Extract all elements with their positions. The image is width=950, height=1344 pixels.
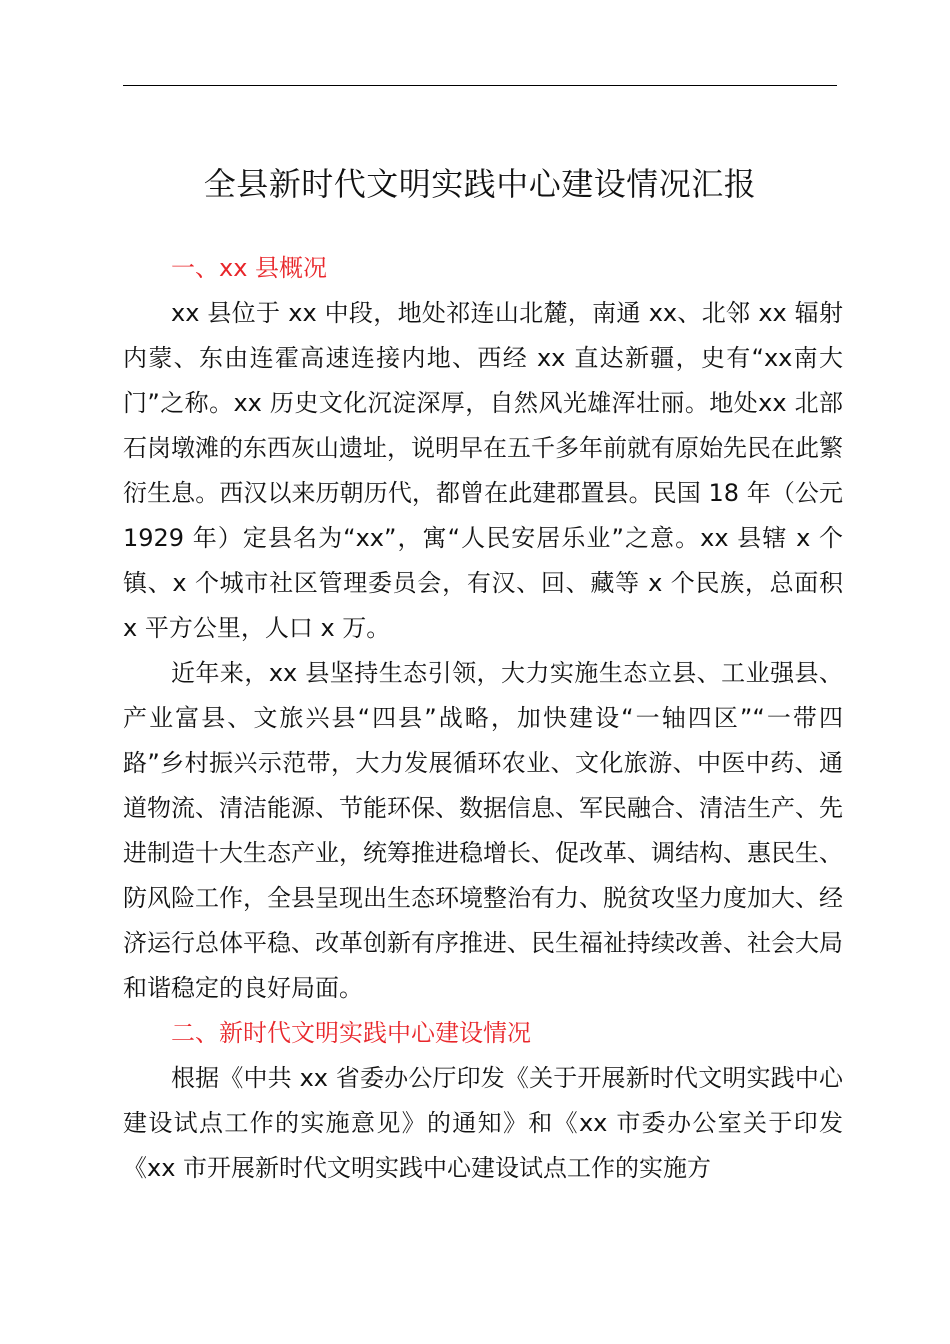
section-heading-construction: 二、新时代文明实践中心建设情况 <box>171 1019 531 1047</box>
paragraph-construction-1: 根据《中共 xx 省委办公厅印发《关于开展新时代文明实践中心建设试点工作的实施意见》的通知》和《xx 市委办公室关于印发《xx 市开展新时代文明实践中心建设试点工作的实施方 <box>123 1064 843 1182</box>
document-body <box>123 246 843 1191</box>
paragraph-overview-2: 近年来，xx 县坚持生态引领，大力实施生态立县、工业强县、产业富县、文旅兴县“四县”战略，加快建设“一轴四区”“一带四路”乡村振兴示范带，大力发展循环农业、文化旅游、中医中药、通道物流、清洁能源、节能环保、数据信息、军民融合、清洁生产、先进制造十大生态产业，统筹推进稳增长、促改革、调结构、惠民生、防风险工作，全县呈现出生态环境整治有力、脱贫攻坚力度加大、经济运行总体平稳、改革创新有序推进、民生福祉持续改善、社会大局和谐稳定的良好局面。 <box>123 659 843 1002</box>
paragraph-overview-1: xx 县位于 xx 中段，地处祁连山北麓，南通 xx、北邻 xx 辐射内蒙、东由连霍高速连接内地、西经 xx 直达新疆，史有“xx南大门”之称。xx 历史文化沉淀深厚，自然风光雄浑壮丽。地处xx 北部石岗墩滩的东西灰山遗址，说明早在五千多年前就有原始先民在此繁衍生息。西汉以来历朝历代，都曾在此建郡置县。民国 18 年（公元 1929 年）定县名为“xx”，寓“人民安居乐业”之意。xx 县辖 x 个镇、x 个城市社区管理委员会，有汉、回、藏等 x 个民族，总面积 x 平方公里，人口 x 万。 <box>123 299 843 642</box>
header-rule <box>123 85 837 86</box>
section-heading-overview: 一、xx 县概况 <box>171 254 328 282</box>
document-title: 全县新时代文明实践中心建设情况汇报 <box>203 165 757 203</box>
